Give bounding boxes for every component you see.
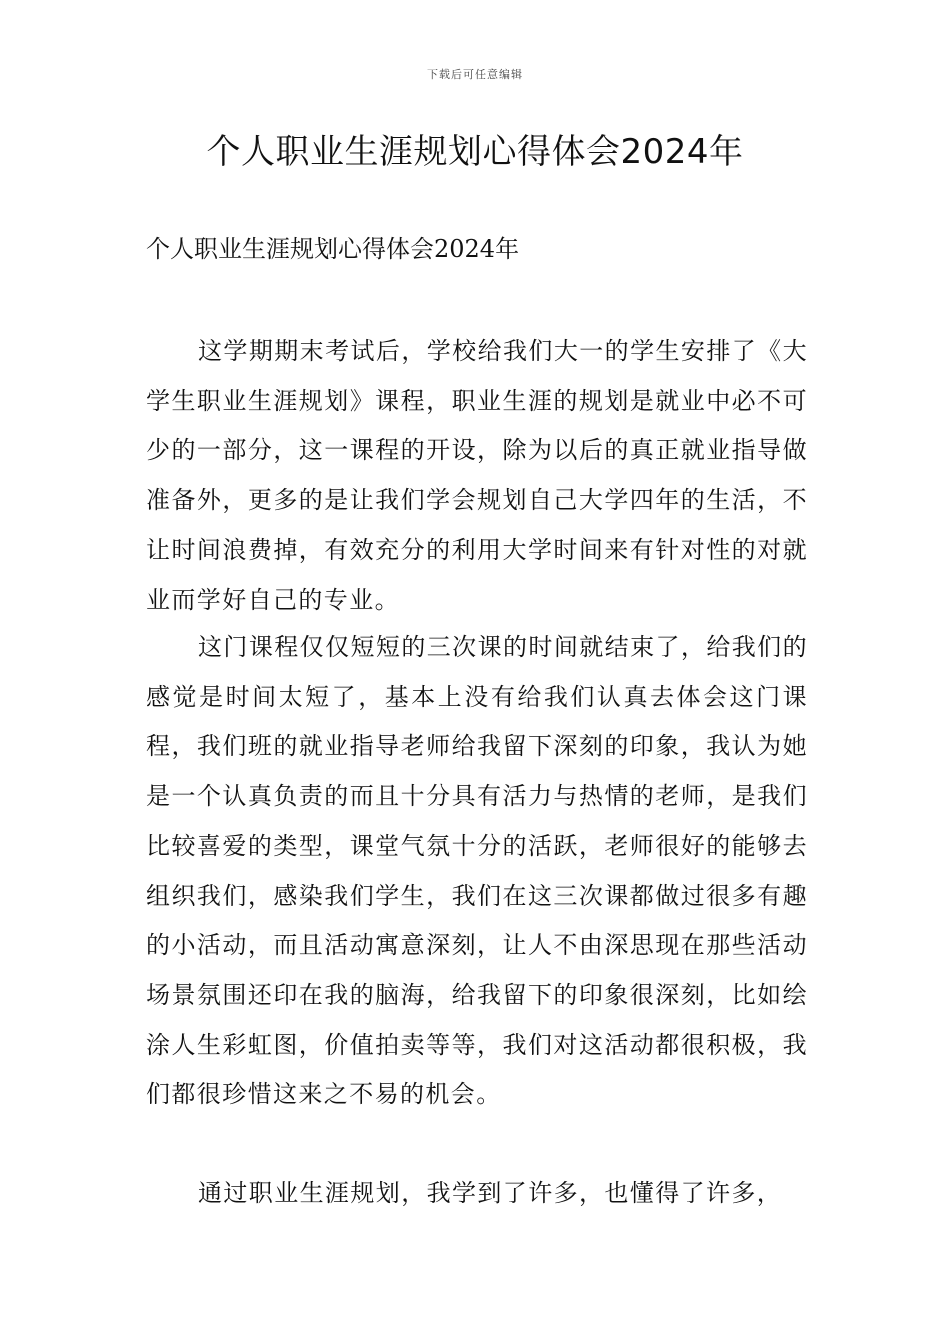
document-subtitle: 个人职业生涯规划心得体会2024年: [146, 235, 520, 263]
header-note: 下载后可任意编辑: [427, 68, 523, 81]
paragraph-3: 通过职业生涯规划，我学到了许多，也懂得了许多，: [198, 1179, 783, 1207]
document-title: 个人职业生涯规划心得体会2024年: [206, 132, 744, 172]
paragraph-2: 这门课程仅仅短短的三次课的时间就结束了，给我们的感觉是时间太短了，基本上没有给我们认真去体会这门课程，我们班的就业指导老师给我留下深刻的印象，我认为她是一个认真负责的而且十分具有活力与热情的老师，是我们比较喜爱的类型，课堂气氛十分的活跃，老师很好的能够去组织我们，感染我们学生，我们在这三次课都做过很多有趣的小活动，而且活动寓意深刻，让人不由深思现在那些活动场景氛围还印在我的脑海，给我留下的印象很深刻，比如绘涂人生彩虹图，价值拍卖等等，我们对这活动都很积极，我们都很珍惜这来之不易的机会。: [146, 633, 808, 1109]
paragraph-1: 这学期期末考试后，学校给我们大一的学生安排了《大学生职业生涯规划》课程，职业生涯的规划是就业中必不可少的一部分，这一课程的开设，除为以后的真正就业指导做准备外，更多的是让我们学会规划自己大学四年的生活，不让时间浪费掉，有效充分的利用大学时间来有针对性的对就业而学好自己的专业。: [146, 337, 808, 614]
